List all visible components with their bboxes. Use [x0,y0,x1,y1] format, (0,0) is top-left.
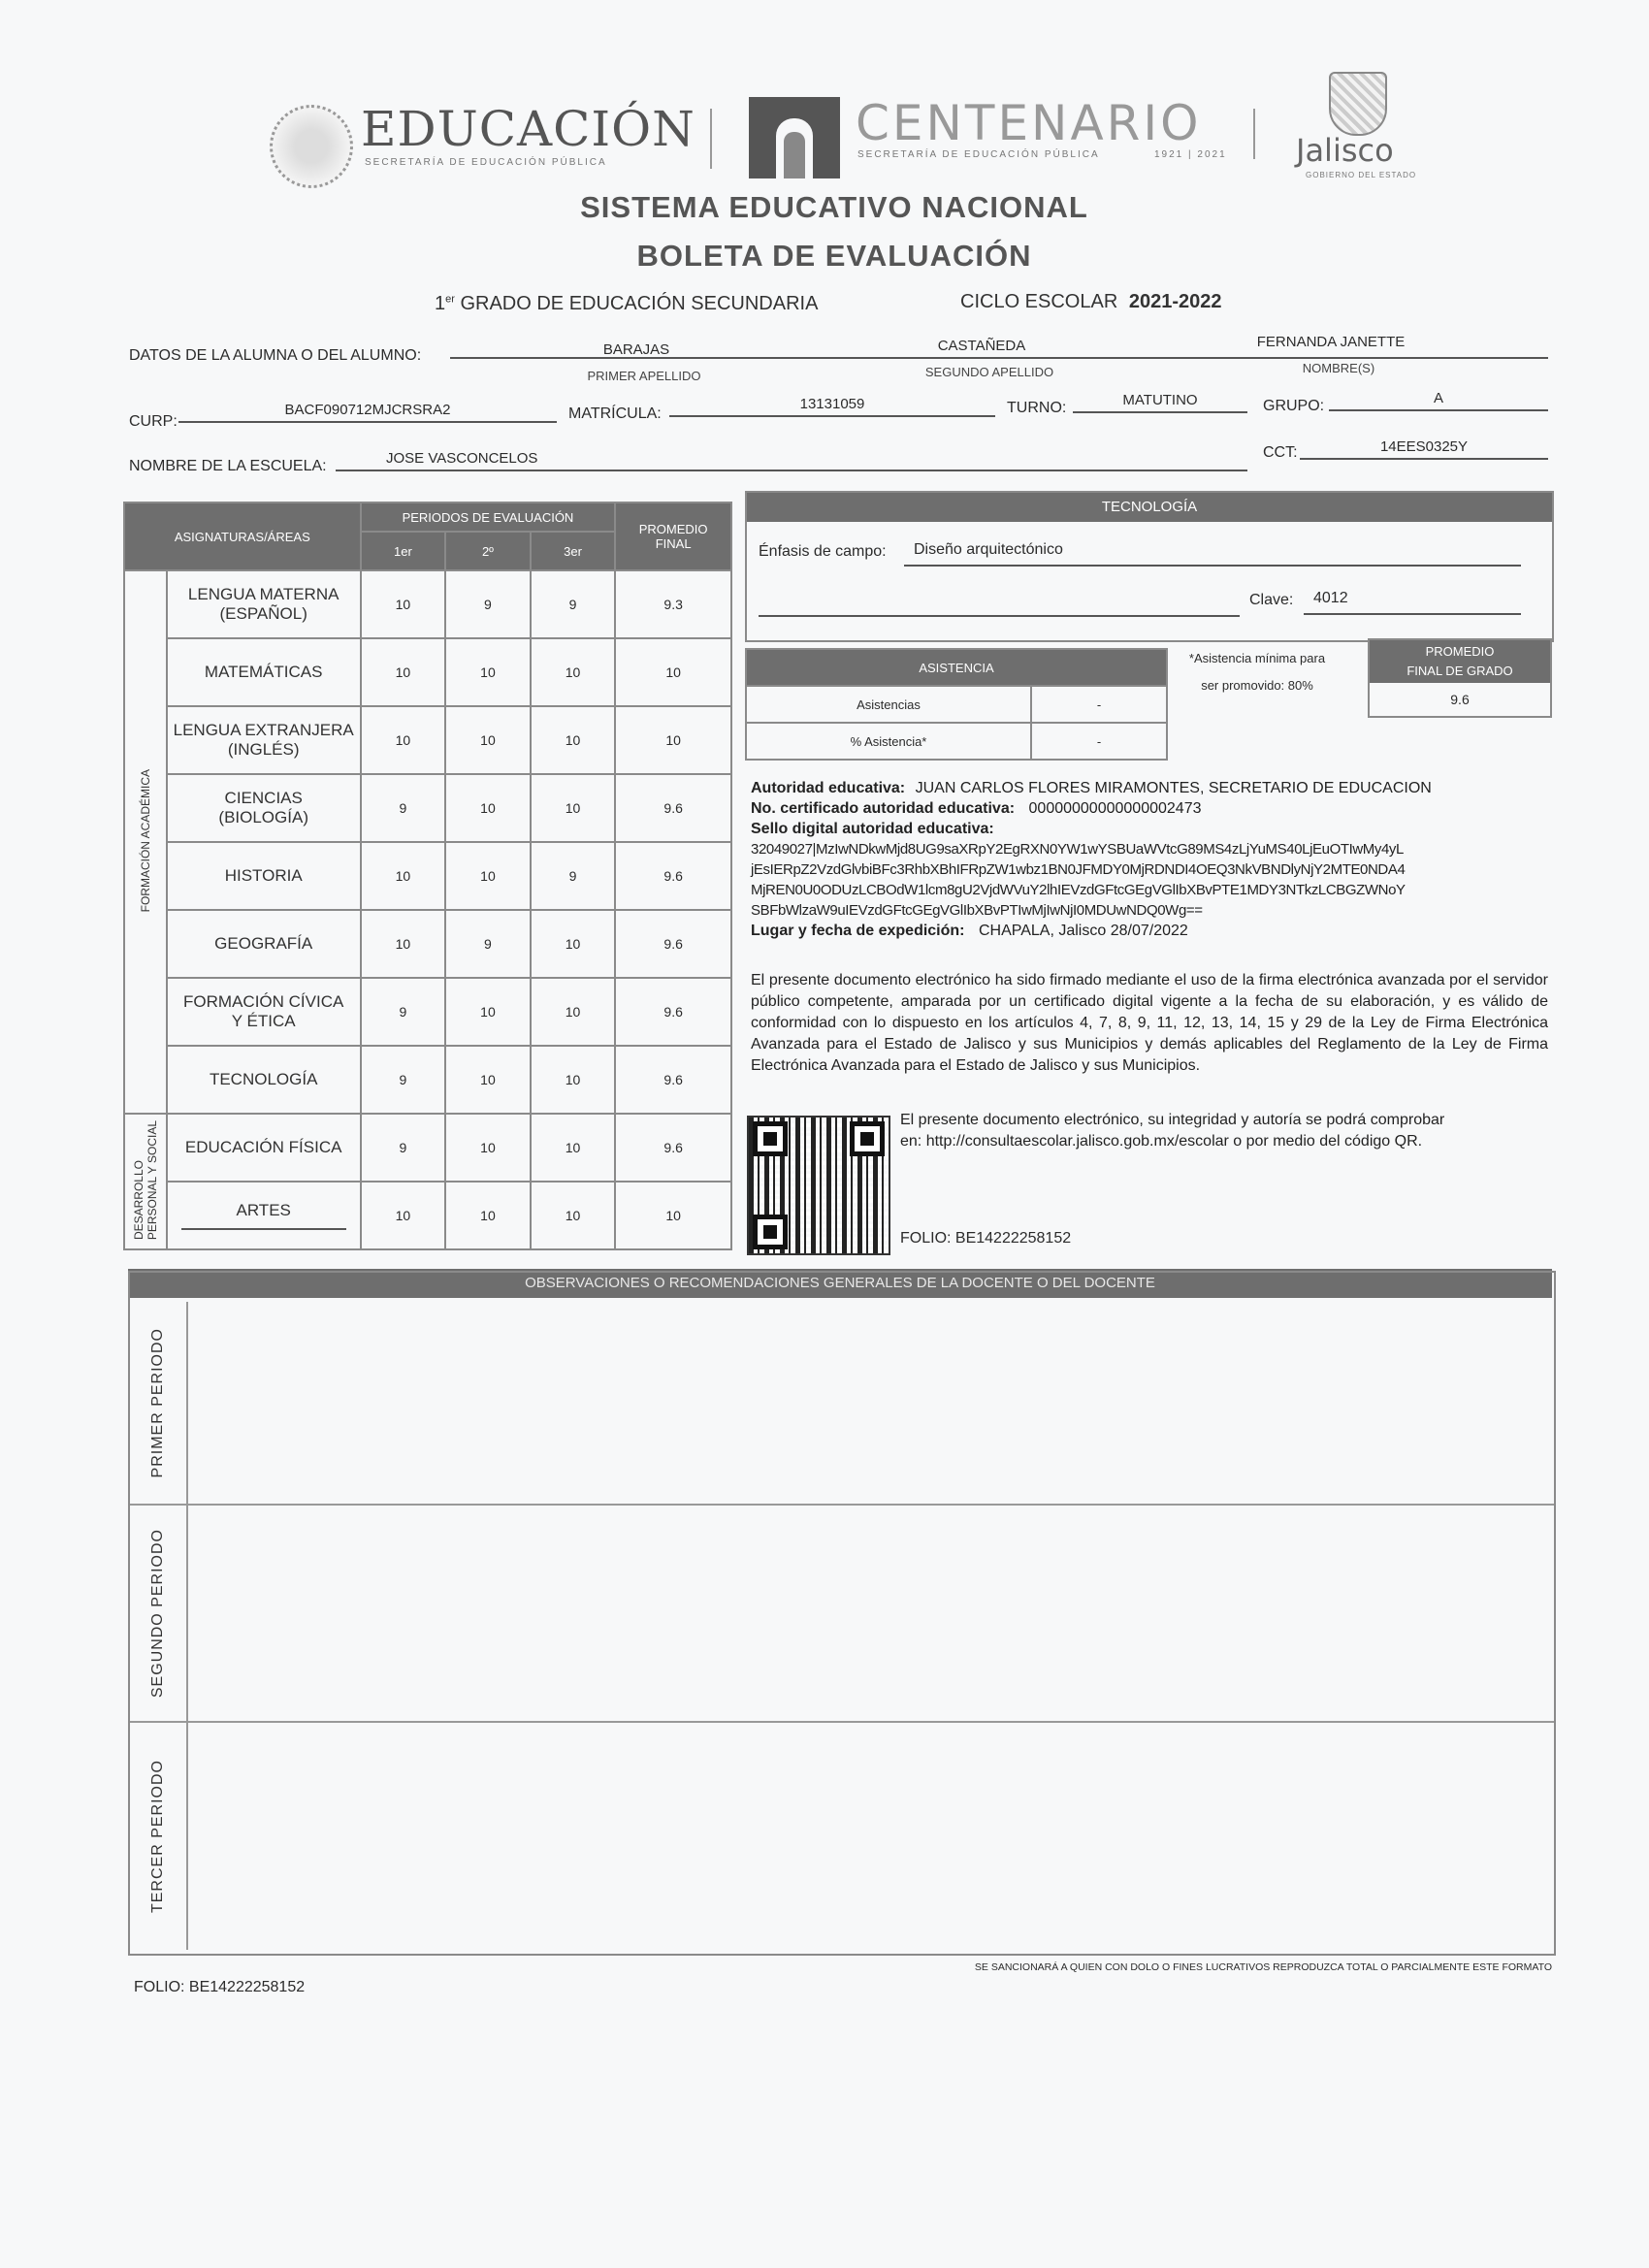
observations-title: OBSERVACIONES O RECOMENDACIONES GENERALES DE LA DOCENTE O DEL DOCENTE [128,1269,1552,1298]
subject-name: EDUCACIÓN FÍSICA [167,1114,361,1182]
centenario-logo-subtitle: SECRETARÍA DE EDUCACIÓN PÚBLICA [857,149,1100,160]
period-grade-cell: 10 [531,1182,616,1249]
final-grade-cell: 9.6 [615,910,731,978]
verification-text [900,1110,1560,1152]
cct-value: 14EES0325Y [1300,438,1548,460]
subject-name: LENGUA MATERNA (ESPAÑOL) [167,570,361,638]
authority-block [751,778,1556,941]
document-title: SISTEMA EDUCATIVO NACIONAL [580,190,1088,224]
final-average-header-line1: PROMEDIO [638,522,708,536]
cycle-label: CICLO ESCOLAR [960,291,1118,312]
subject-name: ARTES [167,1182,361,1249]
cct-label: CCT: [1263,444,1298,461]
period-grade-cell: 10 [361,910,446,978]
period-grade-cell: 10 [531,910,616,978]
final-grade-value: 9.6 [1450,692,1470,707]
seal-line-1: 32049027|MzIwNDkwMjd8UG9saXRpY2EgRXN0YW1wYSBUaWVtcG89MS4zLjYuMS40LjEuOTIwMy4yL [751,841,1404,858]
curp-value: BACF090712MJCRSRA2 [178,402,557,423]
seal-line-4: SBFbWlzaW9uIEVzdGFtcGEgVGlIbXBvPTIwMjIwNjI0MDUwNDQ0Wg== [751,902,1203,919]
grade-suffix: er [445,293,455,306]
second-surname-value: CASTAÑEDA [937,338,1026,354]
final-grade-cell: 9.6 [615,774,731,842]
grade-row [124,1046,731,1114]
school-label: NOMBRE DE LA ESCUELA: [129,458,327,474]
grupo-label: GRUPO: [1263,398,1325,414]
certificate-number: 00000000000000002473 [1028,800,1202,817]
final-grade-cell: 10 [615,706,731,774]
second-surname-label: SEGUNDO APELLIDO [924,365,1054,379]
period-grade-cell: 10 [531,1046,616,1114]
attendance-title: ASISTENCIA [746,649,1167,686]
attendance-percent-value: - [1031,723,1167,760]
final-grade-cell: 10 [615,1182,731,1249]
grade-level [435,293,818,315]
certificate-line [751,798,1556,819]
period-grade-cell: 10 [531,1114,616,1182]
period-grade-cell: 9 [531,570,616,638]
school-cycle [960,291,1221,313]
period-2-header: 2º [445,532,531,570]
key-label: Clave: [1249,592,1294,608]
jalisco-coat-of-arms-icon [1329,72,1387,136]
attendance-note-line1: *Asistencia mínima para [1188,651,1326,665]
place-date: CHAPALA, Jalisco 28/07/2022 [978,923,1188,939]
jalisco-logo-subtitle: GOBIERNO DEL ESTADO [1306,171,1417,179]
final-grade-cell: 9.3 [615,570,731,638]
attendance-table [745,648,1168,761]
authority-name-label: Autoridad educativa: [751,780,906,796]
period-grade-cell: 10 [445,638,531,706]
final-grade-cell: 9.6 [615,842,731,910]
document-subtitle: BOLETA DE EVALUACIÓN [636,239,1032,273]
seal-line-2: jEsIERpZ2VzdGlvbiBFc3RhbXBhIFRpZW1wbz1BN0JFMDY0MjRDNDI4OEQ3NkVBNDlyNjY2MTE0NDA4 [751,861,1406,878]
period-grade-cell: 10 [361,1182,446,1249]
school-value: JOSE VASCONCELOS [336,450,1247,471]
final-grade-title [1370,640,1550,683]
final-grade-cell: 9.6 [615,1046,731,1114]
period-grade-cell: 9 [531,842,616,910]
header-divider-2 [1253,109,1255,159]
period-2-label: SEGUNDO PERIODO [130,1506,188,1721]
grade-row [124,910,731,978]
period-grade-cell: 10 [361,706,446,774]
grade-row [124,774,731,842]
jalisco-logo-text: Jalisco [1296,132,1394,169]
final-grade-box [1368,638,1552,718]
grade-row [124,978,731,1046]
certificate-label: No. certificado autoridad educativa: [751,800,1016,817]
footer-folio: FOLIO: BE14222258152 [134,1979,306,1995]
grade-text: GRADO DE EDUCACIÓN SECUNDARIA [460,293,819,314]
period-grade-cell: 10 [361,842,446,910]
subjects-header: ASIGNATURAS/ÁREAS [124,502,361,570]
sep-seal-icon [270,105,353,188]
attendance-note-line2: ser promovido: 80% [1201,678,1313,693]
centenario-logo-text: CENTENARIO [856,95,1202,151]
observations-box [128,1271,1556,1956]
period-grade-cell: 10 [445,1114,531,1182]
period-grade-cell: 10 [531,774,616,842]
period-grade-cell: 10 [445,842,531,910]
period-grade-cell: 10 [445,706,531,774]
header-divider [710,109,712,169]
qr-folio: FOLIO: BE14222258152 [900,1230,1072,1247]
grupo-value: A [1329,390,1548,411]
final-grade-title-line2: FINAL DE GRADO [1406,664,1513,678]
period-grade-cell: 10 [361,570,446,638]
final-grade-title-line1: PROMEDIO [1425,644,1495,659]
grade-row [124,706,731,774]
subject-name: LENGUA EXTRANJERA (INGLÉS) [167,706,361,774]
grade-row [124,1182,731,1249]
student-data-label: DATOS DE LA ALUMNA O DEL ALUMNO: [129,347,422,364]
turno-label: TURNO: [1007,400,1067,416]
final-average-header [615,502,731,570]
centenario-years: 1921 | 2021 [1154,149,1227,160]
period-grade-cell: 10 [445,1182,531,1249]
sep-logo-text: EDUCACIÓN [361,101,695,157]
grades-table [123,502,732,1250]
place-date-label: Lugar y fecha de expedición: [751,923,965,939]
subject-name: GEOGRAFÍA [167,910,361,978]
period-3-header: 3er [531,532,616,570]
sep-logo-subtitle: SECRETARÍA DE EDUCACIÓN PÚBLICA [365,157,607,168]
period-grade-cell: 9 [361,774,446,842]
legal-paragraph: El presente documento electrónico ha sido firmado mediante el uso de la firma electrónica avanzada por el servidor público competente, amparada por un certificado digital vigente a la fecha de su elaboración, y es válido de conformidad con lo dispuesto en los artículos 4, 7, 8, 9, 11, 12, 13, 14, 15 y 29 de la Ley de Firma Electrónica Avanzada para el Estado de Jalisco y sus Municipios y demás aplicables del Reglamento de la Ley de Firma Electrónica Avanzada para el Estado de Jalisco y sus Municipios. [751,972,1548,1074]
period-grade-cell: 10 [445,978,531,1046]
attendance-note [1176,648,1339,697]
technology-title: TECNOLOGÍA [747,493,1552,522]
attendance-count-value: - [1031,686,1167,723]
names-value: FERNANDA JANETTE [1256,334,1406,350]
subject-name: FORMACIÓN CÍVICA Y ÉTICA [167,978,361,1046]
first-surname-value: BARAJAS [602,341,670,358]
period-divider-2 [130,1721,1554,1723]
final-average-header-line2: FINAL [655,536,692,551]
grade-number: 1 [435,293,446,314]
period-grade-cell: 9 [445,910,531,978]
key-value: 4012 [1304,590,1521,615]
technology-blank-line [759,615,1240,617]
footer-warning: SE SANCIONARÁ A QUIEN CON DOLO O FINES LUCRATIVOS REPRODUZCA TOTAL O PARCIALMENTE ESTE FORMATO [974,1961,1552,1973]
grade-row [124,570,731,638]
seal-label: Sello digital autoridad educativa: [751,821,994,837]
authority-name: JUAN CARLOS FLORES MIRAMONTES, SECRETARIO DE EDUCACION [915,780,1432,796]
first-surname-label: PRIMER APELLIDO [587,369,701,383]
final-grade-cell: 9.6 [615,978,731,1046]
period-divider-1 [130,1504,1554,1506]
grade-row [124,842,731,910]
seal-line-3: MjREN0U0ODUzLCBOdW1lcm8gU2VjdWVuY2lhIEVzdGFtcGEgVGlIbXBvPTE1MDY3NTkzLCBGZWNoY [751,882,1406,898]
names-label: NOMBRE(S) [1302,361,1375,375]
period-1-header: 1er [361,532,446,570]
centenario-building-icon [749,97,840,178]
area-personal-label: DESARROLLOPERSONAL Y SOCIAL [124,1114,167,1249]
period-1-label: PRIMER PERIODO [130,1302,188,1504]
subject-name: MATEMÁTICAS [167,638,361,706]
grade-row [124,1114,731,1182]
grade-row [124,638,731,706]
period-grade-cell: 9 [361,1114,446,1182]
field-label: Énfasis de campo: [759,543,887,560]
period-grade-cell: 10 [445,774,531,842]
period-grade-cell: 9 [445,570,531,638]
final-grade-cell: 10 [615,638,731,706]
curp-label: CURP: [129,413,178,430]
technology-panel [745,491,1554,642]
periods-header: PERIODOS DE EVALUACIÓN [361,502,616,532]
place-date-line [751,921,1556,941]
subject-name: TECNOLOGÍA [167,1046,361,1114]
authority-name-line [751,778,1556,798]
period-grade-cell: 10 [531,978,616,1046]
subject-name: HISTORIA [167,842,361,910]
area-academic-label: FORMACIÓN ACADÉMICA [124,570,167,1114]
period-grade-cell: 9 [361,1046,446,1114]
period-grade-cell: 10 [531,706,616,774]
matricula-label: MATRÍCULA: [568,405,662,422]
cycle-value: 2021-2022 [1128,291,1222,312]
period-grade-cell: 10 [361,638,446,706]
final-grade-cell: 9.6 [615,1114,731,1182]
period-grade-cell: 9 [361,978,446,1046]
period-grade-cell: 10 [445,1046,531,1114]
subject-name: CIENCIAS (BIOLOGÍA) [167,774,361,842]
qr-code-icon [747,1116,890,1255]
attendance-percent-label: % Asistencia* [746,723,1031,760]
period-3-label: TERCER PERIODO [130,1723,188,1950]
verification-line1: El presente documento electrónico, su integridad y autoría se podrá comprobar [900,1112,1445,1128]
field-value: Diseño arquitectónico [904,541,1521,567]
verification-line2: en: http://consultaescolar.jalisco.gob.mx/escolar o por medio del código QR. [900,1133,1423,1150]
period-grade-cell: 10 [531,638,616,706]
turno-value: MATUTINO [1073,392,1247,413]
matricula-value: 13131059 [669,396,995,417]
attendance-count-label: Asistencias [746,686,1031,723]
